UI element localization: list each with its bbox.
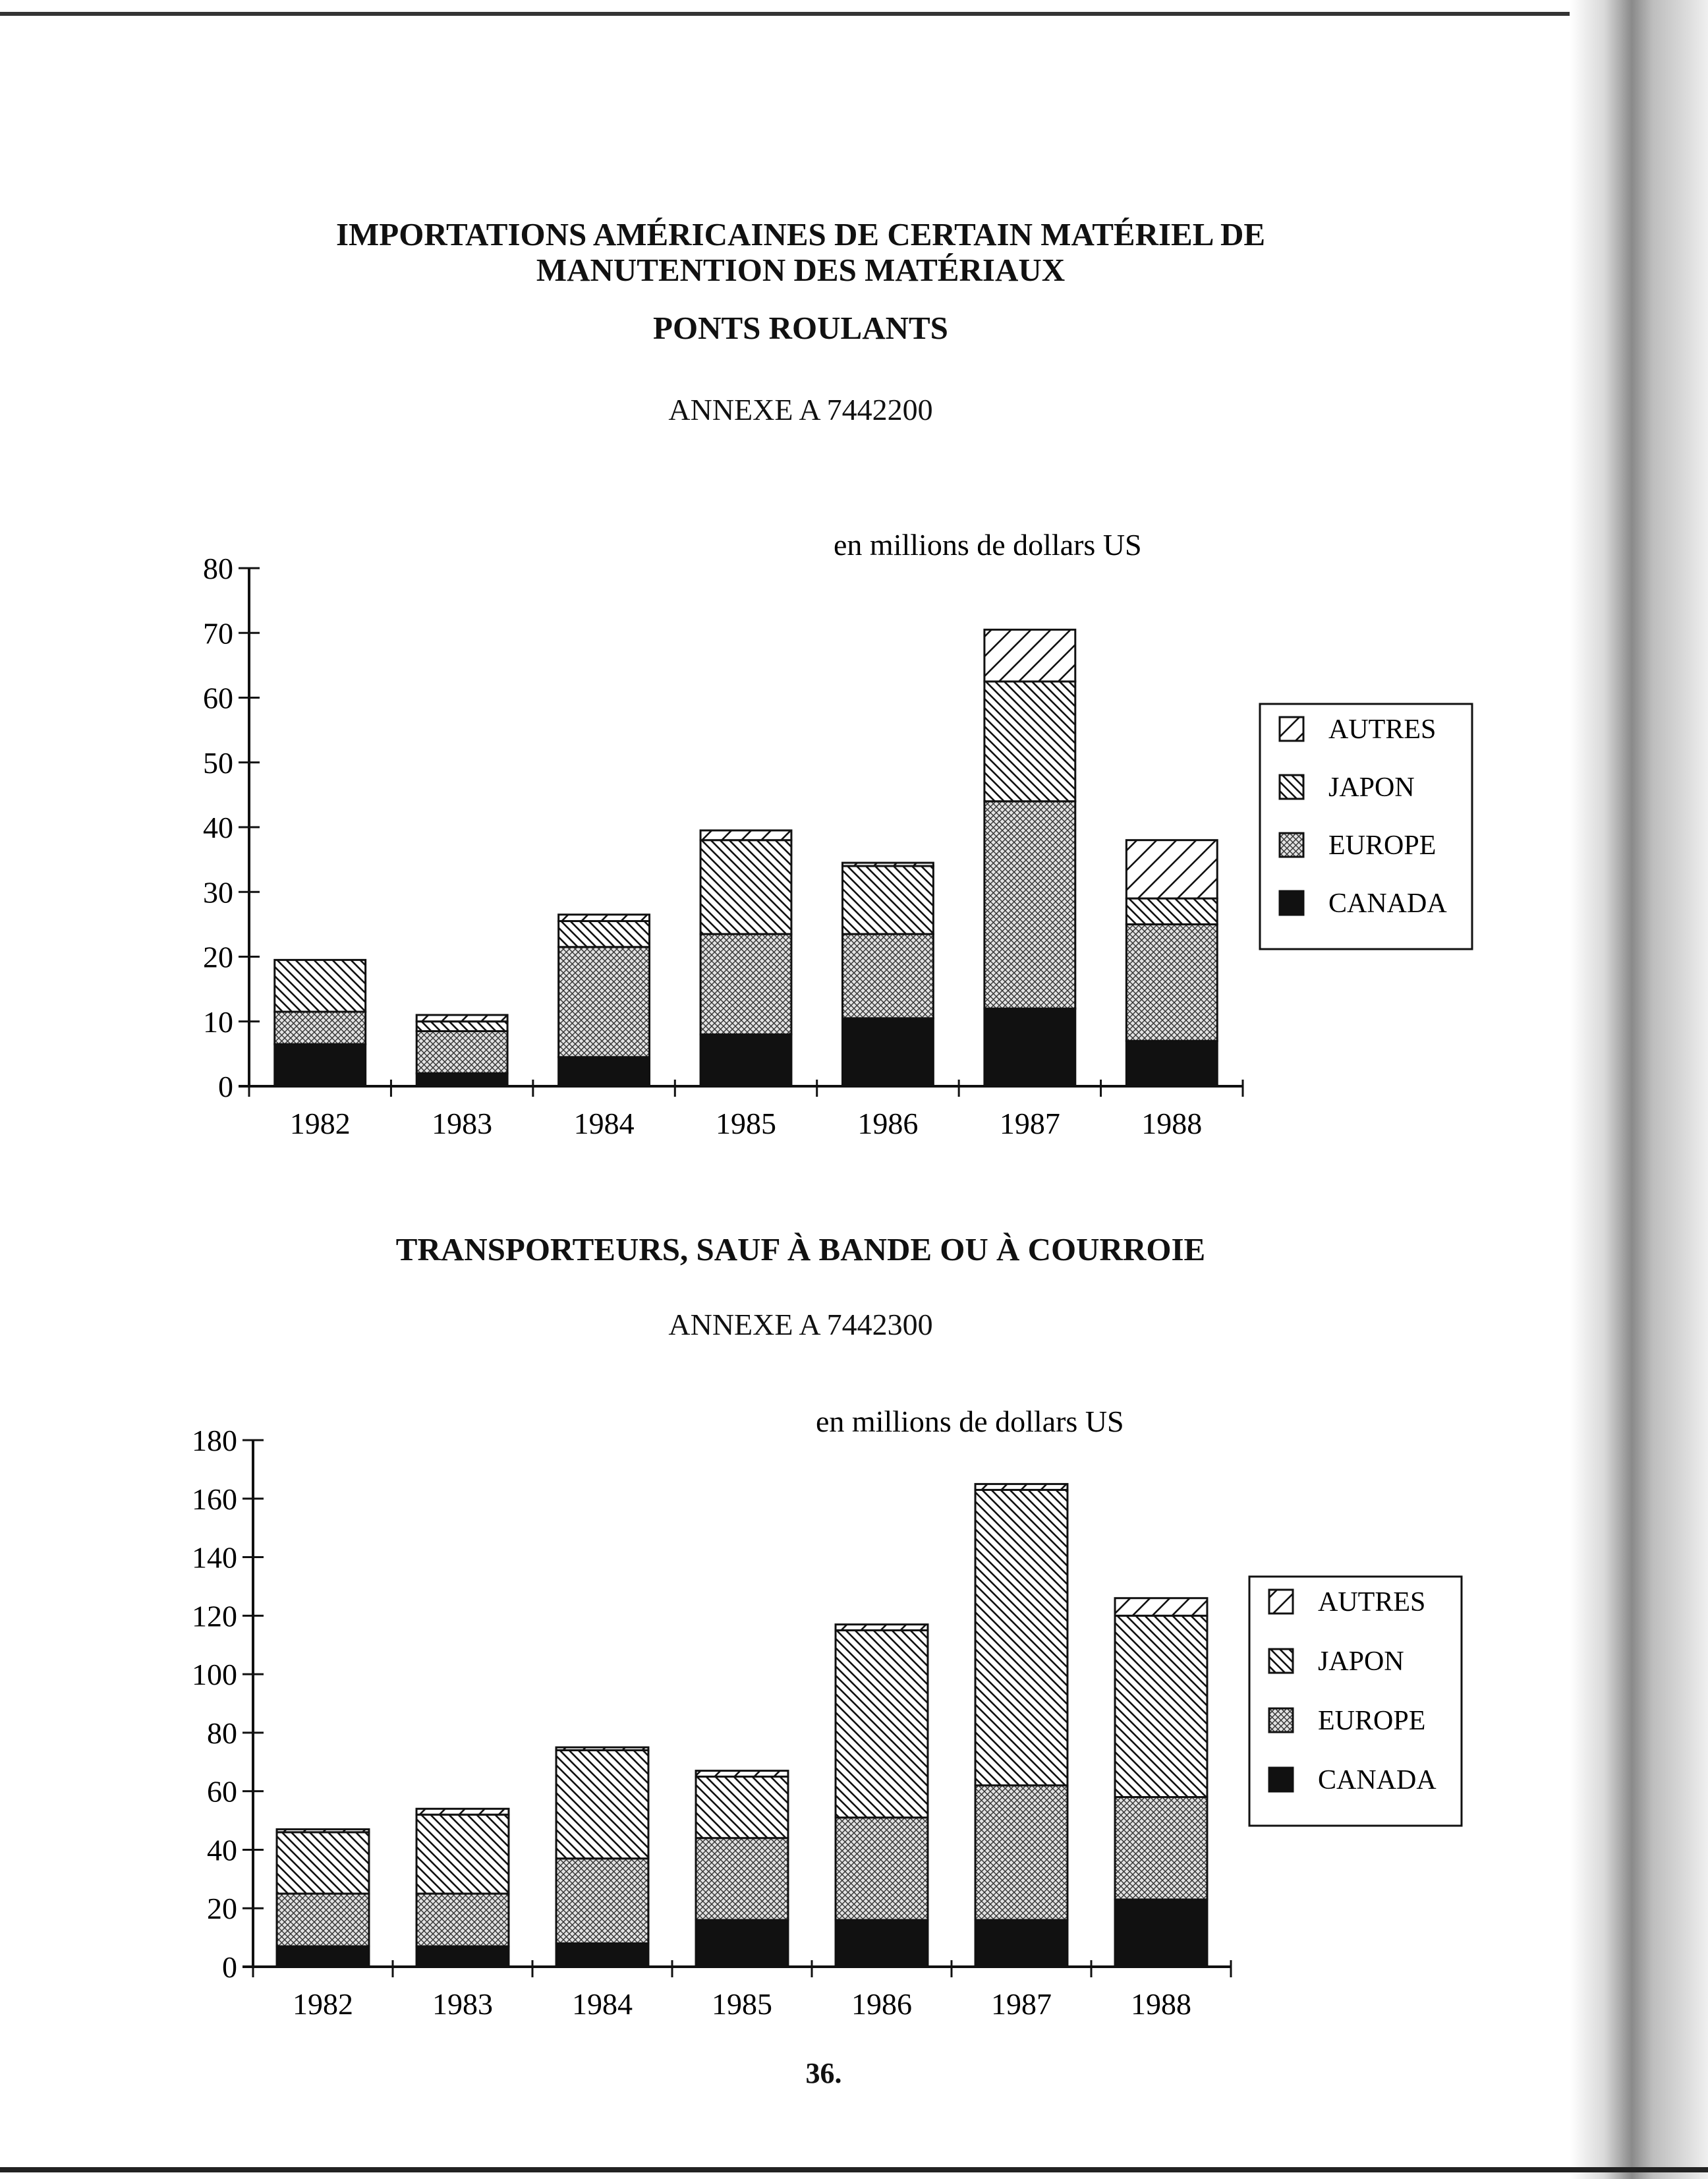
y-tick-label: 30 xyxy=(203,875,233,910)
legend-label-japon: JAPON xyxy=(1328,772,1415,803)
y-tick-label: 20 xyxy=(203,940,233,974)
x-tick-label: 1984 xyxy=(572,1987,633,2021)
x-tick-label: 1986 xyxy=(857,1107,919,1140)
page-number: 36. xyxy=(805,2057,842,2089)
bar-segment-japon-1988 xyxy=(1115,1615,1207,1797)
legend-swatch-canada xyxy=(1269,1768,1293,1791)
x-tick-label: 1983 xyxy=(432,1107,493,1140)
bar-segment-europe-1986 xyxy=(836,1818,928,1920)
y-tick-label: 60 xyxy=(207,1774,237,1809)
y-tick-label: 20 xyxy=(207,1892,237,1926)
bar-segment-canada-1985 xyxy=(696,1920,788,1967)
bar-segment-japon-1986 xyxy=(836,1631,928,1818)
y-tick-label: 40 xyxy=(203,811,233,844)
legend-label-autres: AUTRES xyxy=(1318,1587,1426,1617)
unit-label: en millions de dollars US xyxy=(816,1405,1124,1438)
section2-annex: ANNEXE A 7442300 xyxy=(668,1308,933,1341)
bar-segment-canada-1983 xyxy=(416,1946,509,1967)
bar-segment-autres-1986 xyxy=(836,1625,928,1631)
y-tick-label: 100 xyxy=(192,1658,237,1692)
x-tick-label: 1985 xyxy=(712,1987,772,2021)
y-tick-label: 160 xyxy=(192,1482,237,1516)
section1-annex: ANNEXE A 7442200 xyxy=(668,393,933,426)
bottom-page-rule xyxy=(0,2167,1708,2172)
y-tick-label: 0 xyxy=(218,1070,233,1103)
y-tick-label: 70 xyxy=(203,616,233,651)
x-tick-label: 1988 xyxy=(1131,1987,1191,2021)
main-title-line2: MANUTENTION DES MATÉRIAUX xyxy=(536,252,1066,288)
section2-title: TRANSPORTEURS, SAUF À BANDE OU À COURROIE xyxy=(395,1231,1206,1267)
bar-segment-japon-1982 xyxy=(277,1832,369,1894)
bar-segment-autres-1987 xyxy=(975,1484,1068,1490)
legend-swatch-autres xyxy=(1269,1590,1293,1613)
bar-segment-japon-1984 xyxy=(556,1751,648,1859)
bar-segment-autres-1985 xyxy=(696,1771,788,1777)
x-tick-label: 1982 xyxy=(293,1987,353,2021)
x-tick-label: 1984 xyxy=(573,1107,635,1140)
legend-label-autres: AUTRES xyxy=(1328,714,1437,745)
section1-title: PONTS ROULANTS xyxy=(653,310,948,346)
bar-segment-japon-1985 xyxy=(696,1776,788,1838)
x-tick-label: 1987 xyxy=(999,1107,1060,1140)
legend xyxy=(1249,1577,1462,1826)
legend-swatch-europe xyxy=(1269,1708,1293,1732)
bar-segment-canada-1986 xyxy=(836,1920,928,1967)
bar-segment-europe-1982 xyxy=(277,1894,369,1946)
legend-swatch-japon xyxy=(1269,1649,1293,1673)
legend-label-europe: EUROPE xyxy=(1328,830,1437,861)
bar-segment-japon-1987 xyxy=(975,1490,1068,1785)
main-title-line1: IMPORTATIONS AMÉRICAINES DE CERTAIN MATÉRIEL DE xyxy=(335,216,1266,252)
x-tick-label: 1988 xyxy=(1141,1107,1203,1140)
bar-segment-europe-1984 xyxy=(556,1859,648,1944)
y-tick-label: 50 xyxy=(203,745,233,780)
x-tick-label: 1982 xyxy=(289,1107,351,1140)
bar-segment-canada-1987 xyxy=(975,1920,1068,1967)
bar-segment-europe-1988 xyxy=(1115,1797,1207,1900)
y-tick-label: 80 xyxy=(203,552,233,585)
bar-segment-autres-1982 xyxy=(277,1829,369,1832)
bar-segment-europe-1983 xyxy=(416,1894,509,1946)
legend-label-europe: EUROPE xyxy=(1318,1706,1426,1736)
x-tick-label: 1983 xyxy=(432,1987,493,2021)
y-tick-label: 140 xyxy=(192,1540,237,1575)
legend-label-canada: CANADA xyxy=(1318,1765,1437,1795)
x-tick-label: 1985 xyxy=(716,1107,776,1140)
bar-segment-autres-1983 xyxy=(416,1809,509,1815)
bar-segment-canada-1988 xyxy=(1115,1900,1207,1967)
y-tick-label: 40 xyxy=(207,1833,237,1867)
bar-segment-europe-1985 xyxy=(696,1838,788,1920)
legend-label-japon: JAPON xyxy=(1318,1646,1404,1677)
y-tick-label: 120 xyxy=(192,1599,237,1633)
bar-segment-japon-1983 xyxy=(416,1815,509,1894)
bar-segment-europe-1987 xyxy=(975,1786,1068,1920)
bar-segment-autres-1988 xyxy=(1115,1598,1207,1616)
y-tick-label: 0 xyxy=(222,1950,237,1984)
x-tick-label: 1987 xyxy=(991,1987,1052,2021)
x-tick-label: 1986 xyxy=(851,1987,912,2021)
y-tick-label: 60 xyxy=(203,681,233,715)
y-tick-label: 10 xyxy=(203,1004,233,1039)
bar-segment-canada-1982 xyxy=(277,1946,369,1967)
y-tick-label: 80 xyxy=(207,1716,237,1750)
bar-segment-canada-1984 xyxy=(556,1943,648,1967)
y-tick-label: 180 xyxy=(192,1424,237,1457)
bar-segment-autres-1984 xyxy=(556,1747,648,1750)
unit-label: en millions de dollars US xyxy=(834,528,1142,562)
legend-label-canada: CANADA xyxy=(1328,888,1447,919)
